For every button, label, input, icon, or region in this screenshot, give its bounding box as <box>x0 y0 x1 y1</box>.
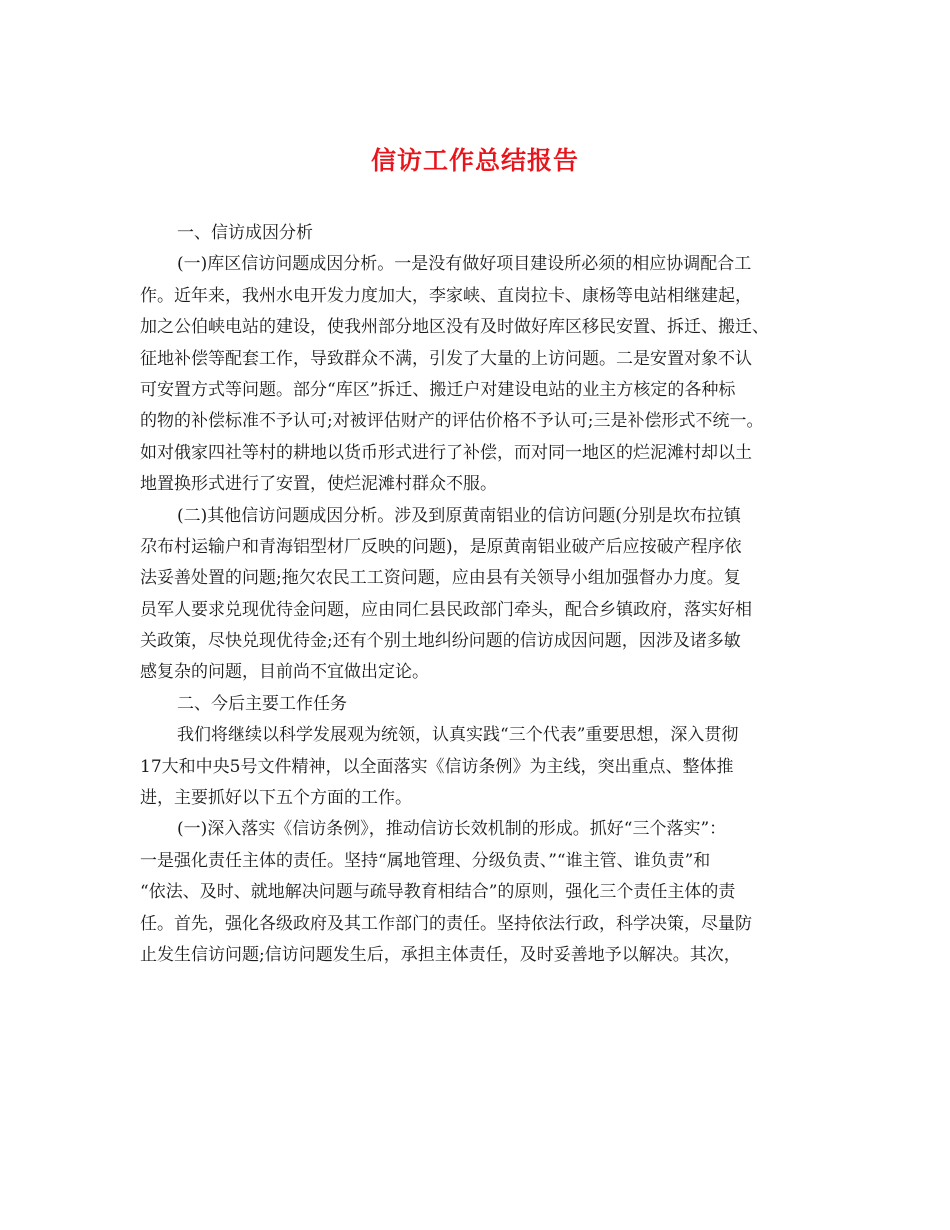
body-line: 一、信访成因分析 <box>177 223 313 243</box>
body-line: “依法、及时、就地解决问题与疏导教育相结合”的原则，强化三个责任主体的责 <box>140 882 736 903</box>
body-line: 止发生信访问题;信访问题发生后，承担主体责任，及时妥善地予以解决。其次， <box>140 944 741 965</box>
body-line: (二)其他信访问题成因分析。涉及到原黄南铝业的信访问题(分别是坎布拉镇 <box>177 505 741 526</box>
body-line: 关政策，尽快兑现优待金;还有个别土地纠纷问题的信访成因问题，因涉及诸多敏 <box>140 631 741 652</box>
document-body <box>140 218 825 971</box>
body-line: 法妥善处置的问题;拖欠农民工工资问题，应由县有关领导小组加强督办力度。复 <box>140 568 741 589</box>
body-line: 感复杂的问题，目前尚不宜做出定论。 <box>140 662 429 683</box>
body-line: 征地补偿等配套工作，导致群众不满，引发了大量的上访问题。二是安置对象不认 <box>140 348 752 369</box>
body-line: 尕布村运输户和青海铝型材厂反映的问题)，是原黄南铝业破产后应按破产程序依 <box>140 536 742 557</box>
body-line: 可安置方式等问题。部分“库区”拆迁、搬迁户对建设电站的业主方核定的各种标 <box>140 379 736 400</box>
body-line: 二、今后主要工作任务 <box>177 693 347 714</box>
body-line: 我们将继续以科学发展观为统领，认真实践“三个代表”重要思想，深入贯彻 <box>177 725 739 746</box>
body-line: 的物的补偿标准不予认可;对被评估财产的评估价格不予认可;三是补偿形式不统一。 <box>140 411 764 432</box>
body-line: 加之公伯峡电站的建设，使我州部分地区没有及时做好库区移民安置、拆迁、搬迁、 <box>140 317 769 338</box>
body-line: 17大和中央5号文件精神，以全面落实《信访条例》为主线，突出重点、整体推 <box>140 756 734 777</box>
body-line: 进，主要抓好以下五个方面的工作。 <box>140 788 412 809</box>
body-line: 地置换形式进行了安置，使烂泥滩村群众不服。 <box>140 474 497 495</box>
document-title: 信访工作总结报告 <box>370 146 579 175</box>
body-line: 一是强化责任主体的责任。坚持“属地管理、分级负责、”“谁主管、谁负责”和 <box>140 850 711 871</box>
body-line: (一)库区信访问题成因分析。一是没有做好项目建设所必须的相应协调配合工 <box>177 254 752 275</box>
body-line: 员军人要求兑现优待金问题，应由同仁县民政部门牵头，配合乡镇政府，落实好相 <box>140 599 752 620</box>
body-line: 作。近年来，我州水电开发力度加大，李家峡、直岗拉卡、康杨等电站相继建起， <box>140 285 752 306</box>
body-line: 如对俄家四社等村的耕地以货币形式进行了补偿，而对同一地区的烂泥滩村却以土 <box>140 442 752 463</box>
body-line: 任。首先，强化各级政府及其工作部门的责任。坚持依法行政，科学决策，尽量防 <box>140 913 752 934</box>
body-line: (一)深入落实《信访条例》，推动信访长效机制的形成。抓好“三个落实”： <box>177 819 727 840</box>
